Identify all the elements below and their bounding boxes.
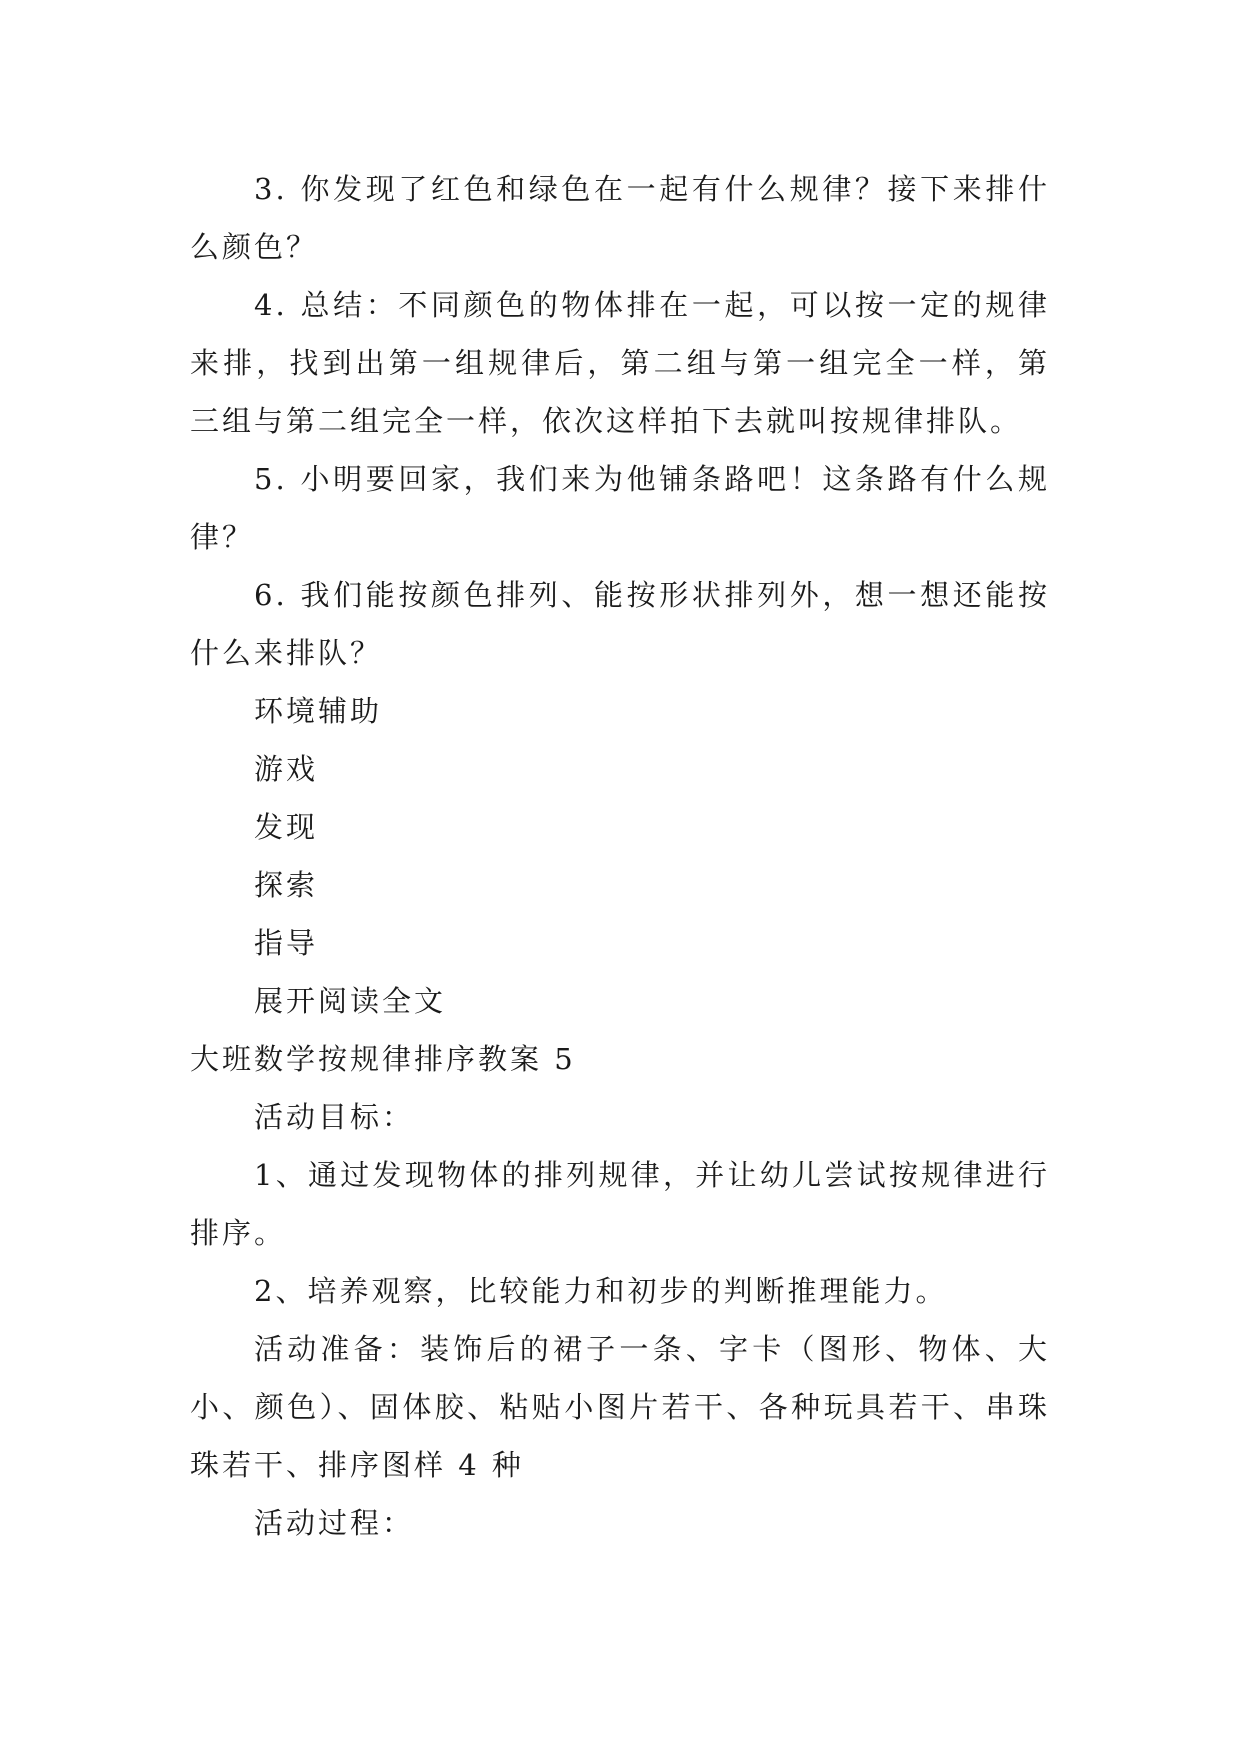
list-item: 游戏 — [254, 752, 319, 786]
paragraph: 2、培养观察，比较能力和初步的判断推理能力。 — [254, 1274, 948, 1308]
paragraph: 3. 你发现了红色和绿色在一起有什么规律？接下来排什么颜色？ — [190, 172, 1050, 264]
list-item: 指导 — [254, 926, 319, 960]
document-body — [190, 160, 1050, 1552]
expand-full-text-link[interactable]: 展开阅读全文 — [254, 984, 447, 1018]
paragraph: 活动目标： — [254, 1100, 415, 1134]
section-title: 大班数学按规律排序教案 5 — [190, 1042, 576, 1076]
list-item: 发现 — [254, 810, 319, 844]
paragraph: 1、通过发现物体的排列规律，并让幼儿尝试按规律进行排序。 — [190, 1158, 1050, 1250]
paragraph: 活动过程： — [254, 1506, 415, 1540]
paragraph: 活动准备：装饰后的裙子一条、字卡（图形、物体、大小、颜色）、固体胶、粘贴小图片若干、各种玩具若干、串珠珠若干、排序图样 4 种 — [190, 1332, 1050, 1482]
list-item: 探索 — [254, 868, 319, 902]
paragraph: 4. 总结：不同颜色的物体排在一起，可以按一定的规律来排，找到出第一组规律后，第二组与第一组完全一样，第三组与第二组完全一样，依次这样拍下去就叫按规律排队。 — [190, 288, 1050, 438]
paragraph: 5. 小明要回家，我们来为他铺条路吧！这条路有什么规律？ — [190, 462, 1050, 554]
paragraph: 6. 我们能按颜色排列、能按形状排列外，想一想还能按什么来排队？ — [190, 578, 1050, 670]
list-item: 环境辅助 — [254, 694, 383, 728]
